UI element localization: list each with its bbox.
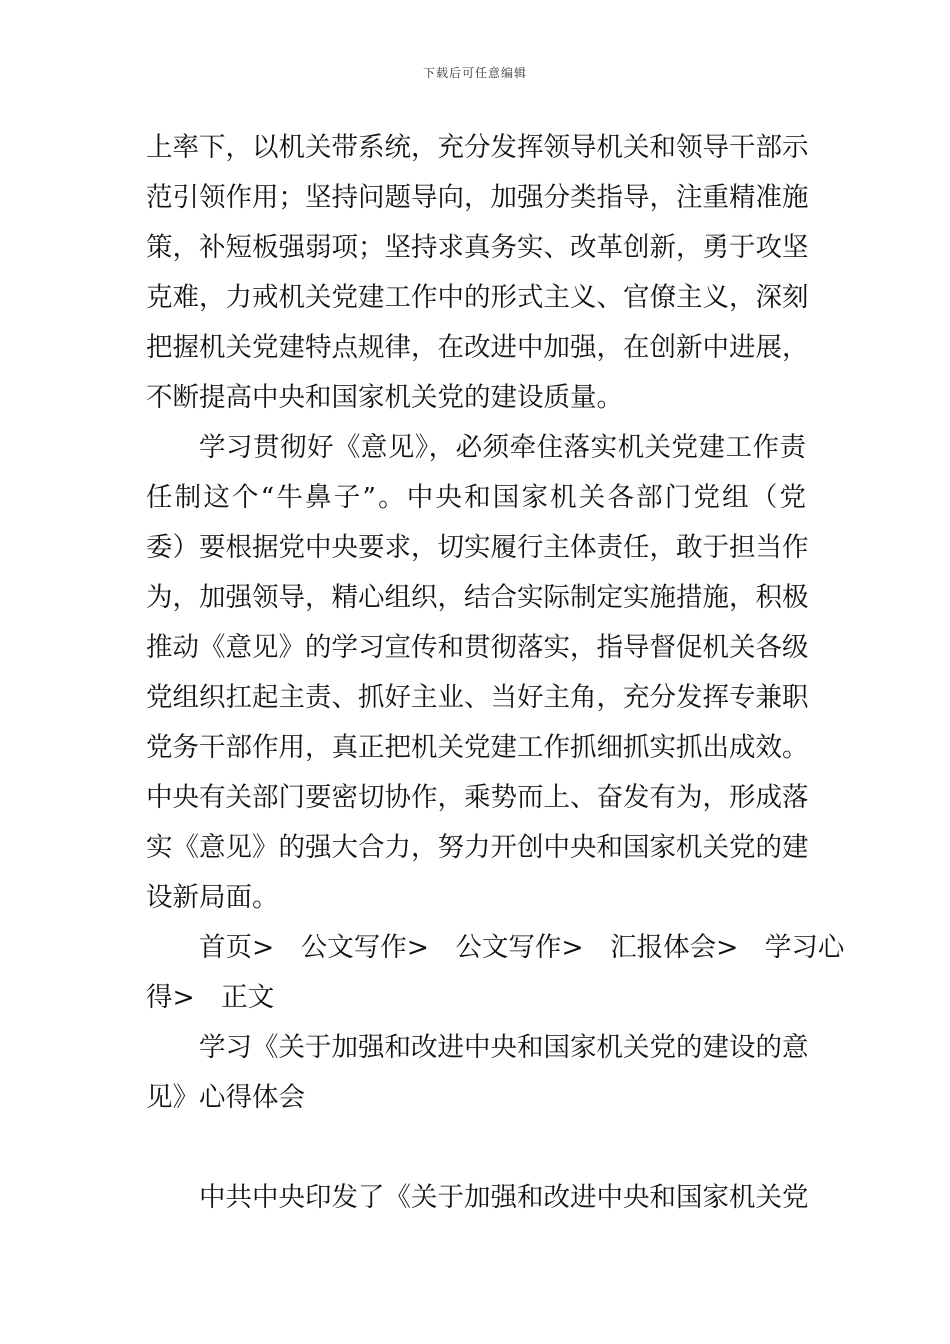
text-line: 党组织扛起主责、抓好主业、当好主角，充分发挥专兼职: [146, 682, 809, 713]
text-line: 设新局面。: [146, 882, 279, 913]
text-line: 学习贯彻好《意见》，必须牵住落实机关党建工作责: [199, 432, 806, 463]
blank-line: [146, 1123, 806, 1173]
text-line: 推动《意见》的学习宣传和贯彻落实，指导督促机关各级: [146, 632, 809, 663]
text-line: 不断提高中央和国家机关党的建设质量。: [146, 382, 623, 413]
title-line: 学习《关于加强和改进中央和国家机关党的建设的意: [199, 1032, 809, 1063]
page-header-note: 下载后可任意编辑: [422, 66, 527, 80]
text-line: 范引领作用；坚持问题导向，加强分类指导，注重精准施: [146, 182, 809, 213]
breadcrumb-line: 得> 正文: [146, 982, 275, 1013]
paragraph-2: [146, 423, 809, 923]
text-line: 任制这个“牛鼻子”。中央和国家机关各部门党组（党: [146, 482, 806, 513]
text-line: 克难，力戒机关党建工作中的形式主义、官僚主义，深刻: [146, 282, 809, 313]
paragraph-3: [146, 1173, 809, 1223]
text-line: 中央有关部门要密切协作，乘势而上、奋发有为，形成落: [146, 782, 809, 813]
text-line: 上率下，以机关带系统，充分发挥领导机关和领导干部示: [146, 132, 809, 163]
title-line: 见》心得体会: [146, 1082, 305, 1113]
breadcrumb: [146, 923, 845, 1023]
text-line: 策，补短板强弱项；坚持求真务实、改革创新，勇于攻坚: [146, 232, 809, 263]
text-line: 中共中央印发了《关于加强和改进中央和国家机关党: [199, 1182, 809, 1213]
text-line: 把握机关党建特点规律，在改进中加强，在创新中进展，: [146, 332, 809, 363]
breadcrumb-line: 首页> 公文写作> 公文写作> 汇报体会> 学习心: [199, 932, 845, 963]
text-line: 委）要根据党中央要求，切实履行主体责任，敢于担当作: [146, 532, 809, 563]
paragraph-1: [146, 123, 809, 423]
text-line: 党务干部作用，真正把机关党建工作抓细抓实抓出成效。: [146, 732, 809, 763]
text-line: 实《意见》的强大合力，努力开创中央和国家机关党的建: [146, 832, 809, 863]
article-title: [146, 1023, 809, 1123]
text-line: 为，加强领导，精心组织，结合实际制定实施措施，积极: [146, 582, 809, 613]
document-body: [146, 123, 845, 1223]
